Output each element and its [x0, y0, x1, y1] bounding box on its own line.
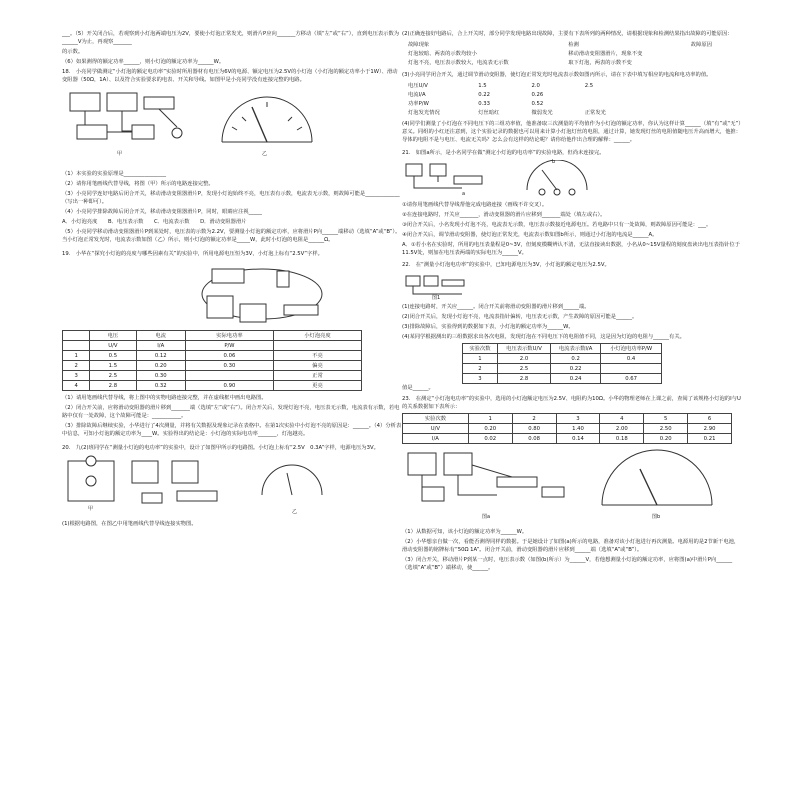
table-cell: 2	[463, 364, 498, 374]
table-cell: 1	[468, 414, 512, 424]
q21-intro: 21. 如图a所示，是小名同学在做“测定小灯泡的电功率”的实验电路，但尚未连接完。	[402, 150, 605, 156]
q19-header-cell	[63, 331, 90, 341]
q18-part4: （4）小亮同学排除故障后闭合开关，移动滑动变阻器滑片P，同时，眼睛应注视_____	[62, 209, 262, 215]
fig18-caption-a: 甲	[117, 151, 123, 157]
table-cell: 0.08	[512, 434, 556, 444]
table-cell: 0.30	[136, 371, 185, 381]
q19-figure	[62, 261, 402, 327]
table-cell: 移动滑动变阻器滑片，现象不变	[568, 50, 643, 57]
table-cell: 正常发光	[584, 109, 606, 116]
table-cell	[601, 364, 662, 374]
fig23-caption-a: 图a	[482, 514, 491, 520]
q23-part2: （2）小华想亲自做一次，看能否测得同样的数据。于是她设计了如图(a)所示的电路，准备对该小灯泡进行再次测量。电源用的是2节新干电池，滑动变阻器的铭牌标有“50Ω 1A”。闭合开关前，滑动变阻器的滑片应移到______端（选填“A”或“B”）。	[402, 539, 740, 553]
q23-data-table	[402, 413, 732, 444]
q19-unit-cell	[63, 341, 90, 351]
table-cell: 0.4	[601, 354, 662, 364]
q19-header-cell: 小灯泡亮度	[273, 331, 361, 341]
q20-figure	[62, 455, 402, 517]
table-row	[403, 424, 732, 434]
table-row	[402, 99, 632, 108]
table-cell: 6	[688, 414, 732, 424]
table-cell: 不亮	[273, 351, 361, 361]
table-cell: 0.33	[478, 100, 491, 107]
q19-unit-cell: U/V	[90, 341, 136, 351]
q20-part4: (4)同学们测量了小灯泡在不同电压下的三组功率值，他准备取三次测量的平均值作为小灯泡的额定功率，你认为这样计算______（填“有”或“无”）意义。同组的小红还注意到，这个实验记录的数据也可以用来计算小灯泡灯丝的电阻，通过计算，她发现灯丝的电阻值随电压升高而增大，他推：导体的电阻不是与电压、电流无关吗？怎么会有这样的结论呢？请你给他作出合理的解释：______。	[402, 121, 742, 143]
q21-part4: ④闭合开关后，调节滑动变阻器，使灯泡正常发光，电流表示数如图b所示，则通过小灯泡的电流是______A。	[402, 232, 658, 238]
table-row	[402, 108, 632, 117]
table-row	[402, 90, 632, 99]
table-cell: 微弱发光	[531, 109, 553, 116]
table-cell: 3	[556, 414, 600, 424]
fig22-caption: 图1	[432, 295, 441, 301]
table-cell: 功率P/W	[408, 100, 429, 107]
table-cell: 0.20	[136, 361, 185, 371]
q17-part6: （6）如果测得的额定功率______，则小灯泡的额定功率为______W。	[62, 59, 225, 65]
q23-part1: （1）从数据可知，该小灯泡的额定功率为______W。	[402, 529, 528, 535]
q22-header-cell: 电压表示数U/V	[497, 344, 550, 354]
q17-continuation-2: 的示数。	[62, 49, 84, 55]
table-cell: 5	[644, 414, 688, 424]
q20-part3: (3)小亮同学闭合开关，通过调节滑动变阻器，使灯泡正常发光时电流表示数如图丙所示，请在下表中填写相应的电流和电功率的值。	[402, 72, 712, 78]
table-cell: 灯泡发光情况	[408, 109, 440, 116]
table-cell: 2.8	[90, 381, 136, 391]
table-cell: 4	[63, 381, 90, 391]
fault-header-cell: 故障原因	[690, 41, 712, 48]
fault-table	[402, 40, 732, 67]
table-cell: 0.30	[185, 361, 273, 371]
table-cell: 1.5	[90, 361, 136, 371]
table-cell: 0.21	[688, 434, 732, 444]
table-cell	[685, 49, 732, 58]
q20-part1: (1)根据电路图，在图乙中用笔画线代替导线连接实物图。	[62, 521, 197, 527]
table-cell: 偏亮	[273, 361, 361, 371]
q22-header-cell: 实验次数	[463, 344, 498, 354]
q21-circuit-drawing	[402, 160, 742, 198]
q22-header-cell: 电流表示数I/A	[551, 344, 601, 354]
q19-part1: （1）请用笔画线代替导线，将上图中的实物电路连接完整，并在虚线框中画出电路图。	[62, 395, 267, 401]
q19-unit-cell	[273, 341, 361, 351]
q19-circuit-drawing	[62, 261, 402, 327]
table-cell: 3	[463, 374, 498, 384]
table-cell	[579, 99, 632, 108]
q21-figure	[402, 160, 742, 198]
table-cell: 0.02	[468, 434, 512, 444]
table-cell: 0.2	[551, 354, 601, 364]
fig18-caption-b: 乙	[262, 151, 268, 157]
table-row	[63, 351, 362, 361]
q21-part1: ①请你用笔画线代替导线帮他完成电路连接（画线不许交叉）。	[402, 202, 548, 208]
table-cell: 2.5	[497, 364, 550, 374]
table-cell: I/A	[403, 434, 469, 444]
fault-header-cell: 故障现象	[408, 41, 430, 48]
fig20-caption-b: 乙	[292, 509, 298, 515]
q18-part5: （5）小亮同学移动滑动变阻器滑片P到某处时，电压表的示数为2.2V，要测量小灯泡的额定功率，应将滑片P向______端移动（选填“A”或“B”）。当小灯泡正常发光时，电流表示数如图（乙）所示，则小灯泡的额定功率是_____W，此时小灯泡的电阻是______Ω。	[62, 229, 401, 243]
table-row	[463, 354, 662, 364]
table-cell: 0.90	[185, 381, 273, 391]
q21-part3: ③闭合开关后，小名发现小灯泡不亮，电流表无示数，电压表示数接近电源电压。若电路中只有一处故障，则故障原因可能是：___。	[402, 222, 712, 228]
q22-circuit-drawing	[402, 272, 742, 300]
q21-part5: A．①若小名在实验时，所用的电压表量程是0~3V，但刻度模糊辨认不清，无法直接读出数据，小名从0~15V量程的刻度盘读出电压表指针位于11.5V处，则加在电压表两端的实际电压为______V。	[402, 242, 740, 256]
q18-part1: （1）本实验的实验原理是________________	[62, 171, 167, 177]
q18-circuit-drawing	[62, 87, 402, 167]
table-row	[463, 374, 662, 384]
q19-unit-cell: P/W	[185, 341, 273, 351]
table-cell: 电流I/A	[408, 91, 426, 98]
q19-unit-cell: I/A	[136, 341, 185, 351]
table-cell: 1	[63, 351, 90, 361]
q23-intro: 23. 在测定“小灯泡电功率”的实验中，选用的小灯泡额定电压为2.5V、电阻约为10Ω。小华的物理老师在上课之前，查阅了该规格小灯泡的I与U的关系数据如下表所示：	[402, 396, 741, 410]
table-cell	[579, 90, 632, 99]
table-cell: 取下灯泡，两表的示数不变	[568, 59, 632, 66]
q19-intro: 19. 小华在“探究小灯泡的亮度与哪些因素有关”的实验中，所用电源电压恒为3V，小灯泡上标有“2.5V”字样。	[62, 251, 323, 257]
table-cell: 灯泡不亮，电压表示数较大，电流表无示数	[408, 59, 509, 66]
table-row	[63, 361, 362, 371]
q23-part3: （3）闭合开关，移动滑片P到某一点时，电压表示数（如图(b)所示）为______V，若他想测量小灯泡的额定功率，应将图(a)中滑片P向______（选填“A”或“B”）端移动，使______。	[402, 557, 733, 571]
q20-circuit-drawing	[62, 455, 402, 517]
fig20-caption-a: 甲	[88, 506, 94, 512]
q22-part2: (2)闭合开关后，发现小灯泡不亮，电流表指针偏转，电压表无示数，产生故障的原因可能是______。	[402, 314, 638, 320]
q18-intro: 18. 小亮同学做测定“小灯泡的额定电功率”实验时所用器材有电压为6V的电源、额定电压为2.5V的小灯泡（小灯泡的额定功率小于1W）、滑动变阻器（50Ω，1A）、以及符合实验要求的电表、开关和导线。如图甲是小亮同学没有连接完整的电路。	[62, 69, 398, 83]
table-row	[63, 371, 362, 381]
q18-figure	[62, 87, 402, 167]
table-cell: 2.90	[688, 424, 732, 434]
table-cell: 2.8	[497, 374, 550, 384]
table-cell: 0.20	[644, 434, 688, 444]
table-cell: 实验次数	[403, 414, 469, 424]
q23-circuit-drawing	[402, 447, 742, 525]
table-cell: 2.0	[497, 354, 550, 364]
table-cell: 1.5	[478, 82, 487, 89]
table-cell: 2.50	[644, 424, 688, 434]
table-cell: 灯丝暗红	[478, 109, 500, 116]
table-cell: U/V	[403, 424, 469, 434]
table-cell: 1.40	[556, 424, 600, 434]
table-cell: 0.24	[551, 374, 601, 384]
q19-part3: （3）排除故障后继续实验，小华进行了4次测量，并将有关数据及现象记录在表格中。在第1次实验中小灯泡不亮的原因是：______。（4）分析表中信息，可知小灯泡的额定功率为____W。实验得出的结论是：小灯泡的实际电功率_______，灯泡越亮。	[62, 423, 402, 437]
q22-part3: (3)排除故障后，实验得到的数据如下表，小灯泡的额定功率为______W。	[402, 324, 574, 330]
q20-intro: 20. 九(2)班同学在“测量小灯泡的电功率”的实验中，设计了如图甲所示的电路图。小灯泡上标有“2.5V 0.3A”字样，电源电压为3V。	[62, 445, 379, 451]
table-cell: 0.22	[478, 91, 491, 98]
table-cell: 0.18	[600, 434, 644, 444]
fault-header-cell: 检测	[568, 41, 579, 48]
q21-part2: ②在连接电路时，开关应_______，滑动变阻器的滑片应移到_______端处（填左或右）。	[402, 212, 606, 218]
table-cell: 0.22	[551, 364, 601, 374]
table-row	[402, 58, 732, 67]
table-row	[402, 81, 632, 90]
table-cell: 正常	[273, 371, 361, 381]
table-cell: 0.12	[136, 351, 185, 361]
table-cell: 灯泡较暗、两表的示数均较小	[408, 50, 477, 57]
table-cell: 更亮	[273, 381, 361, 391]
fig23-caption-b: 图b	[652, 514, 661, 520]
table-cell	[685, 58, 732, 67]
table-row	[403, 434, 732, 444]
table-row	[402, 49, 732, 58]
q22-figure	[402, 272, 742, 300]
table-cell: 2	[512, 414, 556, 424]
q18-part3: （3）小亮同学连好电路后闭合开关，移动滑动变阻器滑片P，发现小灯泡始终不亮，电压表有示数，电流表无示数，则故障可能是_____________（写出一种即可）。	[62, 191, 400, 205]
table-cell: 0.14	[556, 434, 600, 444]
fig21-caption-a: a	[462, 191, 466, 197]
table-cell: 2.5	[90, 371, 136, 381]
q19-header-cell: 电压	[90, 331, 136, 341]
table-cell: 0.5	[90, 351, 136, 361]
table-row	[463, 364, 662, 374]
table-cell: 2.0	[531, 82, 540, 89]
table-cell: 1	[463, 354, 498, 364]
q22-part5: 值是______。	[402, 385, 434, 391]
q18-part2: （2）请你用笔画线代替导线，将图（甲）所示的电路连接完整。	[62, 181, 214, 187]
table-cell: 0.20	[468, 424, 512, 434]
table-cell: 电压U/V	[408, 82, 428, 89]
table-row	[63, 381, 362, 391]
table-cell: 0.52	[531, 100, 544, 107]
q20-part2: (2)正确连接好电路后，合上开关时，部分同学发现电路出现故障，主要有下表所列的两种情况，请根据现象和检测结果指出故障的可能原因：	[402, 31, 733, 37]
table-cell: 2	[63, 361, 90, 371]
table-cell: 2.00	[600, 424, 644, 434]
power-table	[402, 81, 632, 117]
right-column	[402, 30, 742, 574]
q22-intro: 22. 在“测量小灯泡电功率”的实验中，已知电源电压为3V，小灯泡的额定电压为2.5V。	[402, 262, 610, 268]
q19-part2: （2）闭合开关前，应将滑动变阻器的滑片移到_______端（选填“左”或“右”）。闭合开关后，发现灯泡不亮，电压表无示数，电流表有示数，若电路中仅有一处故障，这个故障可能是：___________。	[62, 405, 400, 419]
table-cell	[185, 371, 273, 381]
q18-part4-options: A．小灯泡亮度 B．电压表示数 C．电流表示数 D．滑动变阻器滑片	[62, 219, 247, 225]
q22-part1: (1)连接电路时，开关应______。闭合开关前将滑动变阻器的滑片移到______端。	[402, 304, 590, 310]
fig21-caption-b: b	[552, 159, 556, 165]
q19-data-table	[62, 330, 362, 391]
table-cell: 0.67	[601, 374, 662, 384]
table-cell: 0.32	[136, 381, 185, 391]
table-cell: 0.80	[512, 424, 556, 434]
table-cell: 3	[63, 371, 90, 381]
table-cell: 2.5	[584, 82, 594, 89]
table-row	[403, 414, 732, 424]
q22-header-cell: 小灯泡电功率P/W	[601, 344, 662, 354]
q22-data-table	[462, 343, 662, 384]
q17-continuation: ___。（5）开关闭合后，若观察到小灯泡两端电压为2V，要使小灯泡正常发光，则滑片P应向_______方移动（填“左”或“右”），直到电压表示数为______V为止，再观察_______	[62, 31, 400, 45]
table-cell: 0.06	[185, 351, 273, 361]
q22-part4: (4)某同学根据测出的三组数据求出各次电阻，发现灯泡在不同电压下的电阻值不同，这是因为灯泡的电阻与______有关。	[402, 334, 685, 340]
table-cell: 4	[600, 414, 644, 424]
q23-figure	[402, 447, 742, 525]
q19-header-cell: 实际电功率	[185, 331, 273, 341]
left-column	[62, 30, 402, 530]
q19-header-cell: 电流	[136, 331, 185, 341]
table-cell: 0.26	[531, 91, 544, 98]
